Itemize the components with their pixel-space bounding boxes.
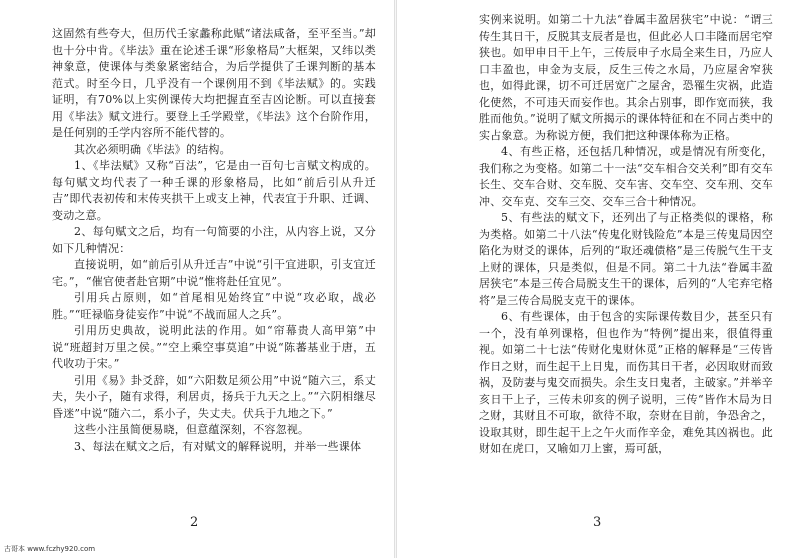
left-page-text	[52, 26, 376, 455]
right-page-number: 3	[593, 515, 602, 530]
paragraph: 5、有些法的赋文下，还列出了与正格类似的课格，称为类格。如第二十八法“传鬼化财钱险危”本是三传鬼局因空陷化为财爻的课体，后列的“取还魂债格”是三传脱气生干支上财的课体，只是类似，但是不同。第二十九法“眷属丰盈居狭宅”本是三传合局脱支生干的课体，后列的“人宅弃宅格将”是三传合局脱支克干的课体。	[479, 211, 773, 307]
source-watermark: 古哥本 www.fczhy920.com	[4, 545, 96, 553]
paragraph: 3、每法在赋文之后，有对赋文的解释说明，并举一些课体	[74, 439, 362, 453]
paragraph: 实例来说明。如第二十九法“眷属丰盈居狭宅”中说：“谓三传生其日干，反脱其支辰者是也，但此必人口丰隆而居宅窄狭也。如甲申日干上午，三传辰申子水局全来生日，乃应人口丰盈也，申金为支辰，反生三传之水局，乃应屋舍窄狭也，如得此课，切不可迁居宽广之屋舍，恐罹生灾祸，此造化使然，不可违天而妄作也。其余占别事，即作宽而狭，我胜而他负。”说明了赋文所揭示的课体特征和在不同占类中的实占象意。为称说方便，我们把这种课体称为正格。	[479, 13, 773, 142]
paragraph: 引用《易》卦爻辞，如“六阳数足须公用”中说“随六三，系丈夫，失小子，随有求得，利居贞，扬兵于九天之上。”“六阴相继尽昏迷”中说“随六二，系小子，失丈夫。伏兵于九地之下。”	[52, 373, 376, 420]
paragraph: 其次必须明确《毕法》的结构。	[74, 142, 231, 156]
left-page-number: 2	[190, 515, 199, 530]
right-page-text	[479, 12, 773, 458]
paragraph: 直接说明，如“前后引从升迁吉”中说“引干宜进职，引支宜迁宅。”，“催官使者赴官期”中说“惟将赴任宜见”。	[52, 258, 376, 288]
paragraph: 这固然有些夸大，但历代壬家蠡称此赋“诸法咸备，至平至当。”却也十分中肯。《毕法》重在论述壬课“形象格局”大框架，又纬以类神象意，使课体与类象紧密结合，为后学提供了壬课判断的基本范式。时至今日，几乎没有一个课例用不到《毕法赋》的。实践证明，有70%以上实例课传大均把握直至吉凶论断。可以直接套用《毕法》赋文进行。要登上壬学殿堂，《毕法》这个台阶作用，是任何别的壬学内容所不能代替的。	[52, 27, 376, 139]
paragraph: 1、《毕法赋》又称“百法”，它是由一百句七言赋文构成的。每句赋文均代表了一种壬课的形象格局，比如“前后引从升迁吉”即代表初传和末传夹拱干上或支上神，代表宜于升职、迁调、变动之意。	[52, 159, 376, 222]
paragraph: 2、每句赋文之后，均有一句简要的小注，从内容上说，又分如下几种情况：	[52, 225, 376, 255]
paragraph: 4、有些正格，还包括几种情况，或是情况有所变化，我们称之为变格。如第二十一法“交车相合交关利”即有交车长生、交车合财、交车脱、交车害、交车空、交车刑、交车冲、交车克、交车三交、交车三合十种情况。	[479, 145, 773, 208]
paragraph: 引用历史典故，说明此法的作用。如“帘幕贵人高甲第”中说“班超封万里之侯。”“空上乘空事莫追”中说“陈蕃基业于唐，五代收功于宋。”	[52, 324, 376, 370]
paragraph: 6、有些课体，由于包含的实际课传数目少，甚至只有一个，没有单列课格，但也作为“特例”提出来，很值得重视。如第二十七法“传财化鬼财休觅”正格的解释是“三传皆作日之财，而生起干上日鬼，而伤其日干者，必因取财而致祸，及防妻与鬼交而损失。余生支日鬼者，主破家。”并举辛亥日干上子，三传未卯亥的例子说明，三传“皆作木局为日之财，其财且不可取，欲待不取，奈财在目前，争恐舍之，设取其财，即生起干上之午火而作辛金，难免其凶祸也。此财如在虎口，又喻如刀上蜜，焉可舐，	[479, 310, 773, 455]
paragraph: 引用兵占原则，如“首尾相见始终宜”中说“攻必取，战必胜。”“旺禄临身徒妄作”中说“不战而屈人之兵”。	[52, 291, 376, 321]
right-page	[397, 0, 793, 558]
paragraph: 这些小注虽简便易晓，但意蕴深刻，不容忽视。	[74, 423, 310, 436]
left-page	[0, 0, 396, 558]
